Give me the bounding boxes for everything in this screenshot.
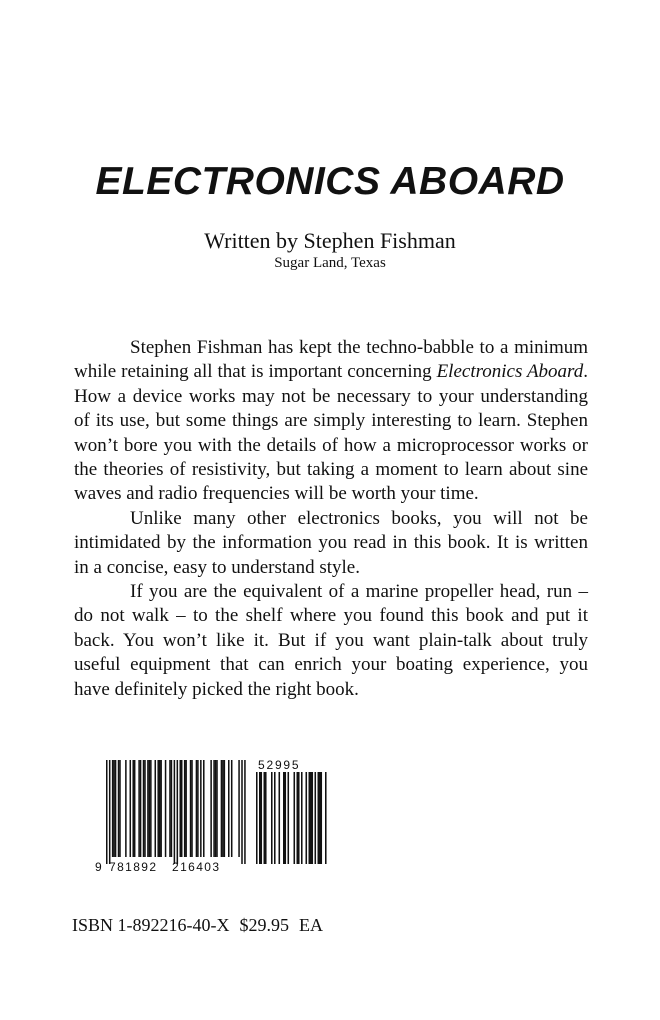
book-description bbox=[74, 336, 588, 702]
barcode-addon-bar bbox=[310, 772, 312, 864]
barcode-right-digits: 216403 bbox=[172, 860, 221, 872]
barcode-addon-bar bbox=[297, 772, 299, 864]
barcode-addon-bar bbox=[319, 772, 321, 864]
isbn-number: ISBN 1-892216-40-X bbox=[72, 915, 230, 935]
barcode-bar bbox=[213, 760, 215, 857]
price: $29.95 bbox=[239, 915, 289, 935]
barcode-bar bbox=[134, 760, 136, 857]
barcode-addon-bar bbox=[298, 772, 300, 864]
barcode-addon-digits: 52995 bbox=[258, 760, 301, 772]
barcode-addon-bar bbox=[256, 772, 258, 864]
barcode-bar bbox=[130, 760, 132, 857]
barcode-addon-bar bbox=[265, 772, 267, 864]
barcode-bar bbox=[143, 760, 145, 857]
barcode-left-digits: 781892 bbox=[109, 860, 158, 872]
barcode-bar bbox=[150, 760, 152, 857]
author-location: Sugar Land, Texas bbox=[274, 255, 386, 271]
barcode-addon-bar bbox=[271, 772, 273, 864]
description-paragraph-3: If you are the equivalent of a marine propeller head, run – do not walk – to the shelf where you found this book and put it back. You won’t like it. But if you want plain-talk about truly useful equipment that can enrich your boating experience, you have definitely picked the right book. bbox=[74, 581, 588, 700]
barcode-bar bbox=[171, 760, 173, 857]
barcode-addon-bar bbox=[279, 772, 281, 864]
barcode-bar bbox=[113, 760, 115, 857]
isbn-barcode bbox=[92, 760, 332, 872]
barcode-bar bbox=[197, 760, 199, 857]
barcode-bar bbox=[132, 760, 134, 857]
barcode-bar bbox=[238, 760, 240, 857]
barcode-addon-bar bbox=[318, 772, 320, 864]
barcode-bar bbox=[138, 760, 140, 857]
barcode-bar bbox=[216, 760, 218, 857]
barcode-addon-bar bbox=[264, 772, 266, 864]
barcode-bar bbox=[191, 760, 193, 857]
barcode-bar bbox=[190, 760, 192, 857]
barcode-bar bbox=[140, 760, 142, 857]
description-paragraph-1 bbox=[74, 336, 588, 507]
barcode-addon-bar bbox=[301, 772, 303, 864]
barcode-lead-digit: 9 bbox=[95, 860, 102, 872]
barcode-bar bbox=[109, 760, 111, 864]
barcode-bar bbox=[222, 760, 224, 857]
barcode-bar bbox=[118, 760, 120, 857]
price-suffix: EA bbox=[299, 915, 323, 935]
barcode-addon-bar bbox=[283, 772, 285, 864]
barcode-addon-bar bbox=[315, 772, 317, 864]
barcode-bar bbox=[144, 760, 146, 857]
barcode-bar bbox=[215, 760, 217, 857]
barcode-bar bbox=[157, 760, 159, 857]
isbn-price-line bbox=[72, 915, 333, 936]
barcode-bar bbox=[177, 760, 179, 864]
barcode-addon-bar bbox=[294, 772, 296, 864]
barcode-bar bbox=[181, 760, 183, 857]
barcode-bar bbox=[125, 760, 127, 857]
barcode-bar bbox=[185, 760, 187, 857]
barcode-bar bbox=[210, 760, 212, 857]
barcode-main-bars bbox=[106, 760, 246, 864]
author-line: Written by Stephen Fishman bbox=[204, 228, 456, 253]
barcode-bar bbox=[184, 760, 186, 857]
barcode-addon-bar bbox=[309, 772, 311, 864]
book-title: ELECTRONICS ABOARD bbox=[95, 160, 565, 203]
barcode-addon-bar bbox=[321, 772, 323, 864]
barcode-bar bbox=[221, 760, 223, 857]
barcode-bar bbox=[106, 760, 108, 864]
barcode-addon-bar bbox=[261, 772, 263, 864]
barcode-bar bbox=[169, 760, 171, 857]
barcode-bar bbox=[180, 760, 182, 857]
barcode-addon-bar bbox=[306, 772, 308, 864]
description-paragraph-2: Unlike many other electronics books, you will not be intimidated by the information you read in this book. It is written in a concise, easy to understand style. bbox=[74, 507, 588, 578]
p1-text-a: Stephen Fishman has kept the techno-babble to a minimum while retaining all that is important concerning bbox=[74, 337, 588, 383]
p1-book-title-italic: Electronics Aboard bbox=[436, 361, 584, 383]
barcode-addon-bar bbox=[288, 772, 290, 864]
barcode-bar bbox=[115, 760, 117, 857]
barcode-bar bbox=[200, 760, 202, 857]
barcode-bar bbox=[165, 760, 167, 857]
barcode-addon-bar bbox=[325, 772, 327, 864]
barcode-bar bbox=[196, 760, 198, 857]
barcode-bar bbox=[231, 760, 233, 857]
p1-text-b: . How a device works may not be necessary to your understanding of its use, but some things are simply interesting to learn. Stephen won’t bore you with the details of how a microprocessor works or the theories of resistivity, but taking a moment to learn about sine waves and radio frequencies will be worth your time. bbox=[74, 361, 588, 505]
barcode-bar bbox=[174, 760, 176, 864]
barcode-addon-bar bbox=[285, 772, 287, 864]
barcode-bar bbox=[224, 760, 226, 857]
barcode-bar bbox=[149, 760, 151, 857]
barcode-bar bbox=[244, 760, 246, 864]
barcode-bar bbox=[147, 760, 149, 857]
barcode-addon-bar bbox=[274, 772, 276, 864]
barcode-bar bbox=[159, 760, 161, 857]
barcode-bar bbox=[228, 760, 230, 857]
barcode-addon-bars bbox=[256, 772, 327, 864]
barcode-bar bbox=[155, 760, 157, 857]
barcode-bar bbox=[119, 760, 121, 857]
barcode-bar bbox=[112, 760, 114, 857]
barcode-addon-bar bbox=[312, 772, 314, 864]
barcode-bar bbox=[203, 760, 205, 857]
barcode-bar bbox=[241, 760, 243, 864]
barcode-addon-bar bbox=[259, 772, 261, 864]
barcode-bar bbox=[160, 760, 162, 857]
